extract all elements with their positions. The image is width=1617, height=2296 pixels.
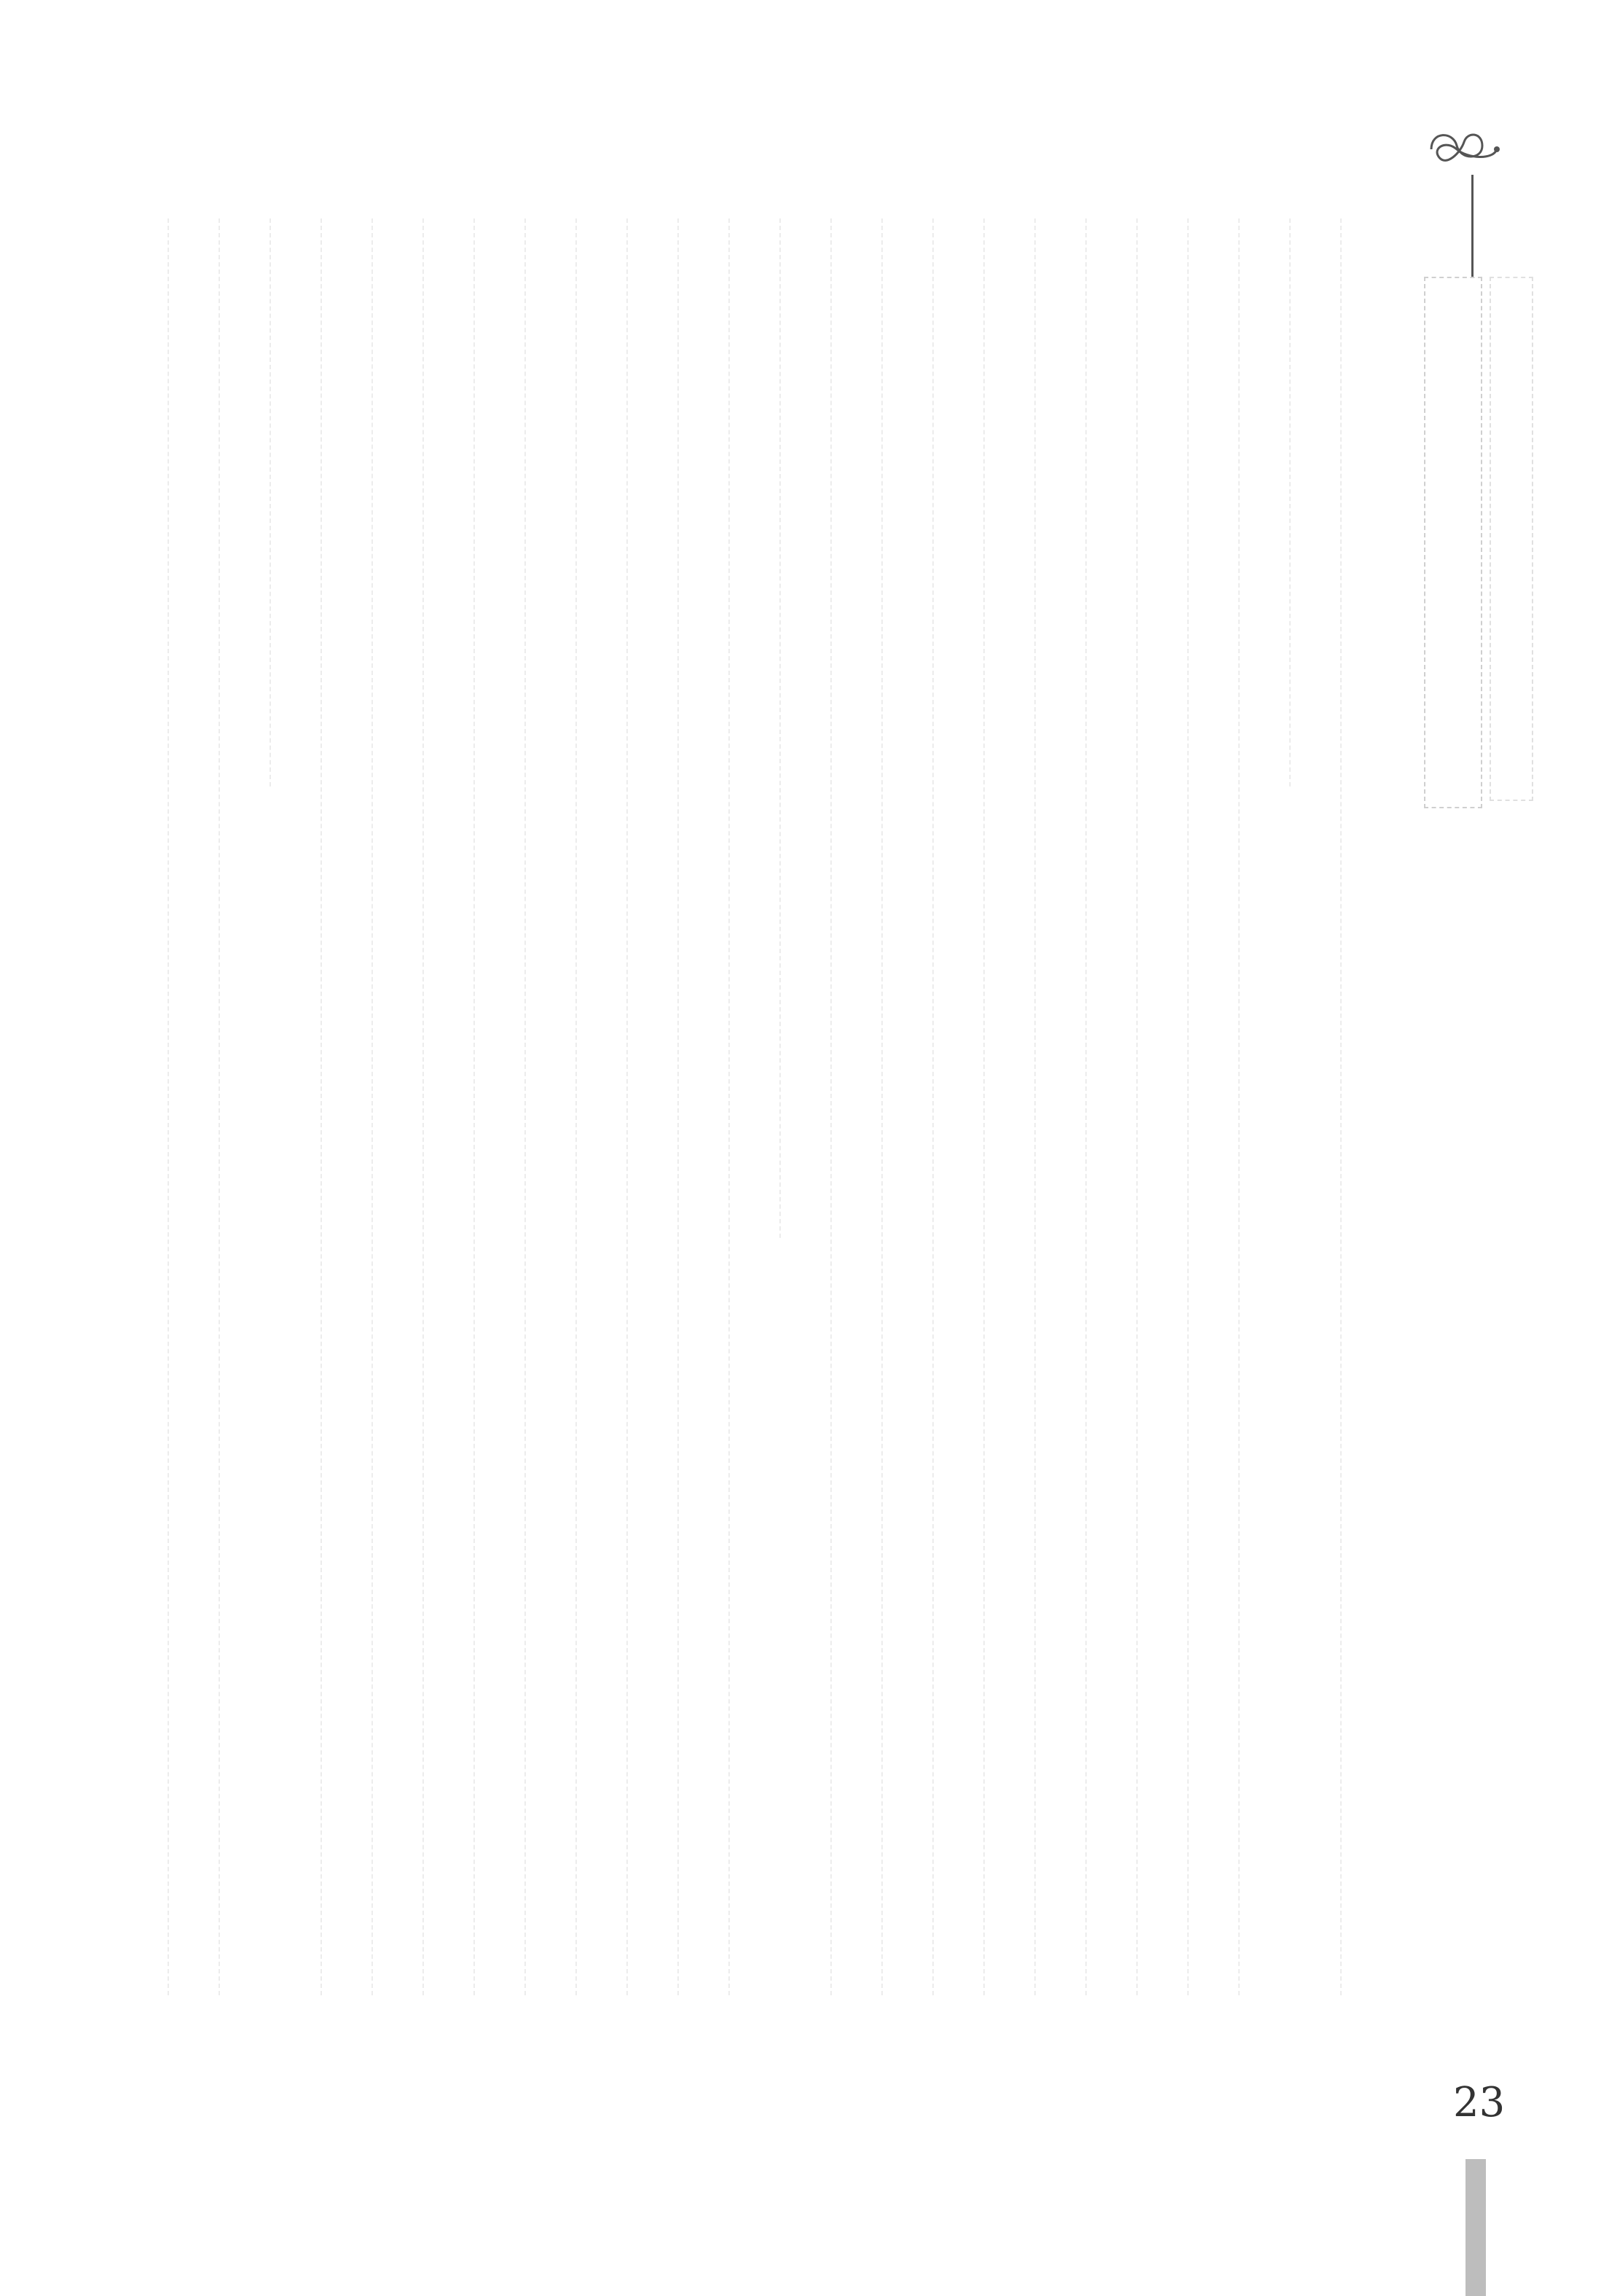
- text-column: [422, 218, 466, 1995]
- running-header-subtitle: [1490, 277, 1533, 801]
- text-column: [575, 218, 619, 1995]
- page-edge-bar: [1465, 2159, 1486, 2296]
- text-column: [320, 218, 364, 1995]
- text-column: [830, 218, 874, 1995]
- text-column: [881, 218, 925, 1995]
- text-column: [1187, 218, 1231, 1995]
- text-column: [728, 218, 772, 1995]
- text-column: [371, 218, 415, 1995]
- text-column: [983, 218, 1027, 1995]
- text-column: [1034, 218, 1078, 1995]
- text-column: [473, 218, 517, 1995]
- text-column: [270, 218, 313, 786]
- text-column: [1136, 218, 1180, 1995]
- text-column: [1289, 218, 1333, 786]
- running-header-title: [1424, 277, 1482, 808]
- page-number: 23: [1453, 2079, 1506, 2126]
- text-column: [168, 218, 211, 1995]
- header-rule: [1471, 175, 1474, 277]
- text-column: [524, 218, 568, 1995]
- text-column: [1085, 218, 1129, 1995]
- text-column: [1238, 218, 1282, 1995]
- knot-ornament-icon: [1424, 124, 1504, 175]
- text-column: [1340, 218, 1384, 1995]
- text-column: [932, 218, 976, 1995]
- text-column: [677, 218, 721, 1995]
- section-heading: [779, 218, 823, 1238]
- text-column: [219, 218, 262, 1995]
- text-column: [626, 218, 670, 1995]
- body-text: [168, 218, 1406, 1995]
